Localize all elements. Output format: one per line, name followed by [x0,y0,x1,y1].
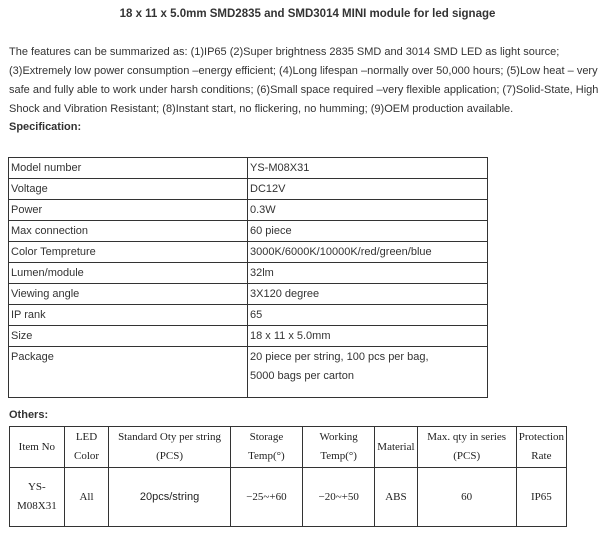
material-cell: ABS [375,468,417,527]
header-cell [303,427,375,468]
storage-temp-cell: −25~+60 [230,468,302,527]
header-line: Standard Oty per string [118,431,222,443]
header-line: Max. qty in series [427,431,507,443]
max-qty-cell: 60 [417,468,516,527]
table-row [9,263,488,284]
table-header-row [10,427,567,468]
table-row [10,468,567,527]
table-row [9,158,488,179]
spec-key: Max connection [9,221,248,242]
header-line: (PCS) [453,450,481,462]
header-line: LED [75,431,98,443]
spec-value: 18 x 11 x 5.0mm [248,326,488,347]
spec-value: 3X120 degree [248,284,488,305]
package-line-1: 20 piece per string, 100 pcs per bag, [250,351,429,363]
spec-value: DC12V [248,179,488,200]
header-line: Working [319,431,358,443]
table-row [9,326,488,347]
spec-value: 0.3W [248,200,488,221]
table-row [9,179,488,200]
page-title: 18 x 11 x 5.0mm SMD2835 and SMD3014 MINI module for led signage [119,8,496,20]
spec-key: Color Tempreture [9,242,248,263]
item-no-line: M08X31 [16,500,57,512]
spec-key: Voltage [9,179,248,200]
header-cell [10,427,65,468]
header-line: Material [377,440,415,453]
spec-key: Size [9,326,248,347]
header-line: Temp(°) [320,450,357,462]
table-row [9,221,488,242]
item-no-line: YS- [27,481,46,493]
header-cell [109,427,230,468]
spec-key: Power [9,200,248,221]
header-cell [417,427,516,468]
header-line: (PCS) [156,450,183,462]
header-line: Protection [518,431,564,443]
others-heading: Others: [9,409,49,421]
spec-key: IP rank [9,305,248,326]
header-cell [64,427,109,468]
header-line: Storage [249,431,284,443]
features-paragraph: The features can be summarized as: (1)IP65 (2)Super brightness 2835 SMD and 3014 SMD LED as light source; (3)Extremely low power consumption –energy efficient; (4)Long lifespan –normally over 50,000 hours; (5)Low heat – very safe and fully able to work under harsh conditions; (6)Small space required –very flexible application; (7)Solid-State, High Shock and Vibration Resistant; (8)Instant start, no flickering, no humming; (9)OEM production available. [9,46,599,115]
header-cell [230,427,302,468]
table-row [9,242,488,263]
spec-value: 60 piece [248,221,488,242]
others-table [9,426,567,527]
table-row [9,305,488,326]
item-no-cell [10,468,65,527]
spec-value: 65 [248,305,488,326]
spec-key: Model number [9,158,248,179]
package-line-2: 5000 bags per carton [250,370,354,382]
spec-value [248,347,488,398]
table-row [9,284,488,305]
header-cell [516,427,566,468]
spec-key: Lumen/module [9,263,248,284]
header-line: Rate [531,450,552,462]
qty-cell: 20pcs/string [109,468,230,527]
header-line: Color [73,450,100,462]
protection-cell: IP65 [516,468,566,527]
spec-value: YS-M08X31 [248,158,488,179]
header-line: Temp(°) [248,450,285,462]
spec-key: Viewing angle [9,284,248,305]
specification-heading: Specification: [9,121,82,133]
table-row [9,347,488,398]
header-line: Item No [18,440,56,453]
spec-key: Package [9,347,248,398]
spec-value: 32lm [248,263,488,284]
working-temp-cell: −20~+50 [303,468,375,527]
specification-table [8,157,488,398]
led-color-cell: All [64,468,109,527]
table-row [9,200,488,221]
spec-value: 3000K/6000K/10000K/red/green/blue [248,242,488,263]
header-cell [375,427,417,468]
